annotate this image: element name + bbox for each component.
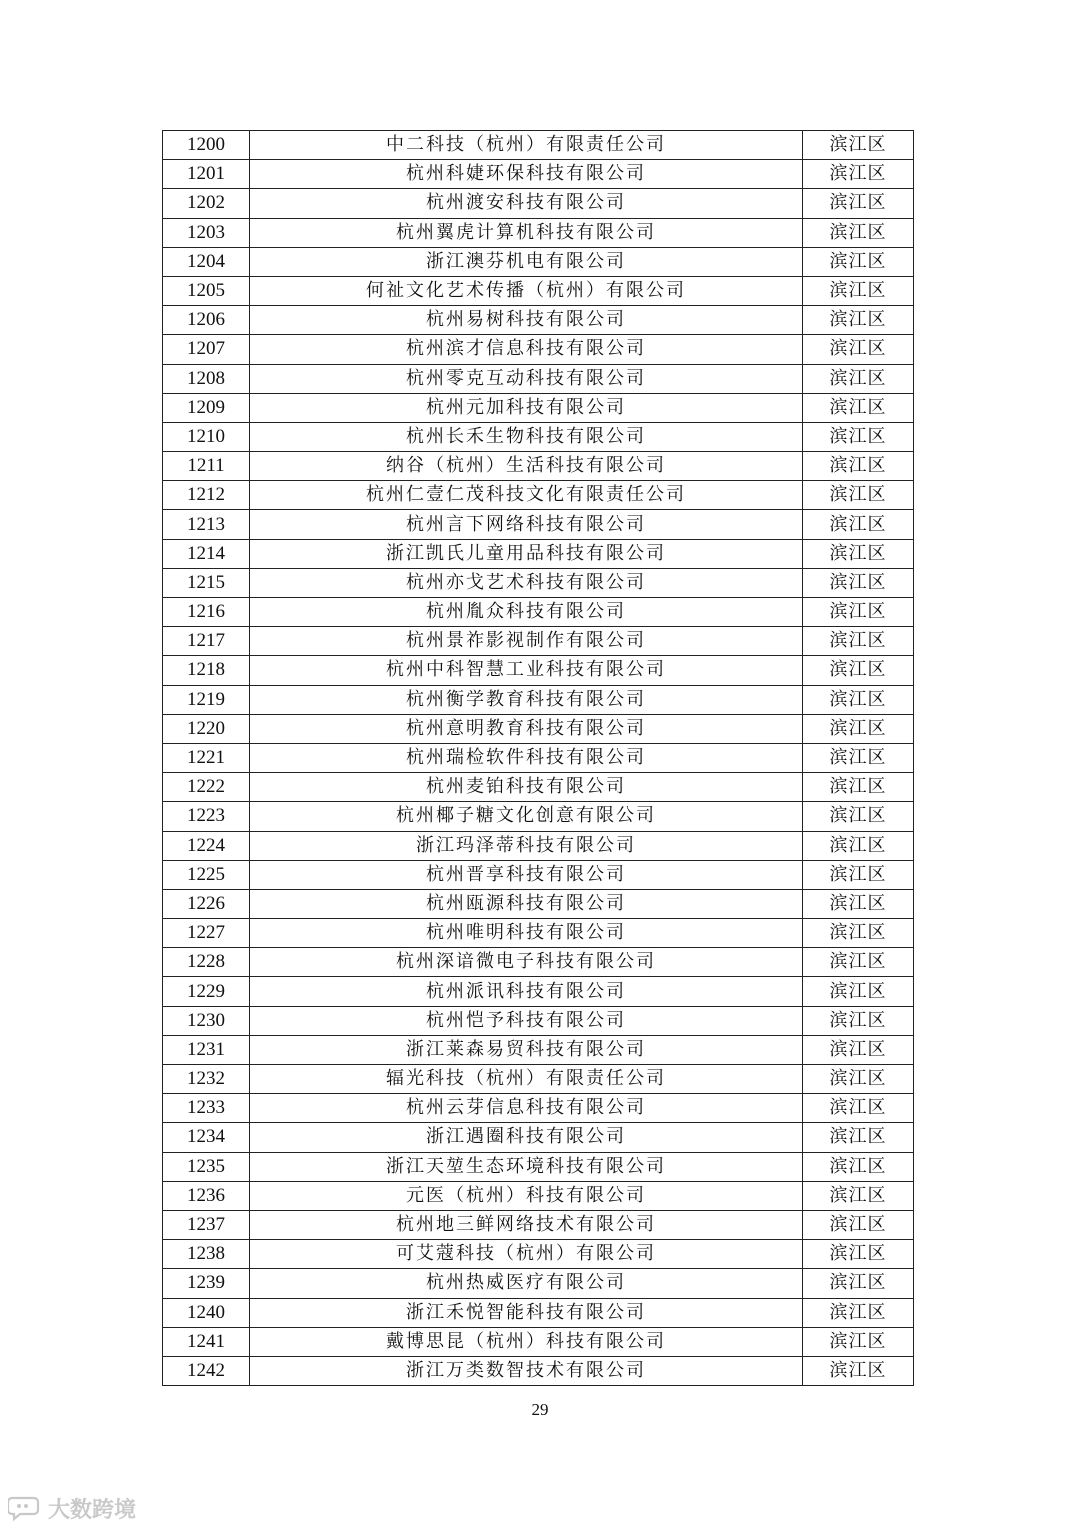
row-number: 1201 — [163, 160, 250, 189]
row-number: 1220 — [163, 714, 250, 743]
district: 滨江区 — [803, 218, 914, 247]
row-number: 1235 — [163, 1152, 250, 1181]
company-name: 浙江遇圈科技有限公司 — [250, 1123, 803, 1152]
table-row — [163, 510, 914, 539]
row-number: 1216 — [163, 598, 250, 627]
row-number: 1232 — [163, 1065, 250, 1094]
table-row — [163, 860, 914, 889]
row-number: 1236 — [163, 1181, 250, 1210]
company-name: 杭州科婕环保科技有限公司 — [250, 160, 803, 189]
company-name: 可艾蔻科技（杭州）有限公司 — [250, 1240, 803, 1269]
table-row — [163, 714, 914, 743]
company-name: 杭州麦铂科技有限公司 — [250, 773, 803, 802]
company-name: 杭州唯明科技有限公司 — [250, 919, 803, 948]
company-name: 浙江澳芬机电有限公司 — [250, 247, 803, 276]
table-row — [163, 306, 914, 335]
district: 滨江区 — [803, 627, 914, 656]
company-name: 杭州零克互动科技有限公司 — [250, 364, 803, 393]
row-number: 1223 — [163, 802, 250, 831]
district: 滨江区 — [803, 1065, 914, 1094]
row-number: 1214 — [163, 539, 250, 568]
company-name: 杭州言下网络科技有限公司 — [250, 510, 803, 539]
district: 滨江区 — [803, 773, 914, 802]
company-name: 杭州派讯科技有限公司 — [250, 977, 803, 1006]
row-number: 1208 — [163, 364, 250, 393]
company-name: 杭州长禾生物科技有限公司 — [250, 422, 803, 451]
company-name: 杭州瓯源科技有限公司 — [250, 889, 803, 918]
table-row — [163, 802, 914, 831]
company-name: 戴博思昆（杭州）科技有限公司 — [250, 1327, 803, 1356]
table-row — [163, 919, 914, 948]
district: 滨江区 — [803, 481, 914, 510]
company-name: 杭州元加科技有限公司 — [250, 393, 803, 422]
district: 滨江区 — [803, 948, 914, 977]
row-number: 1200 — [163, 131, 250, 160]
district: 滨江区 — [803, 714, 914, 743]
table-row — [163, 685, 914, 714]
table-row — [163, 627, 914, 656]
row-number: 1212 — [163, 481, 250, 510]
district: 滨江区 — [803, 1006, 914, 1035]
row-number: 1227 — [163, 919, 250, 948]
row-number: 1215 — [163, 568, 250, 597]
table-row — [163, 335, 914, 364]
district: 滨江区 — [803, 1269, 914, 1298]
company-name: 何祉文化艺术传播（杭州）有限公司 — [250, 276, 803, 305]
row-number: 1229 — [163, 977, 250, 1006]
district: 滨江区 — [803, 1356, 914, 1385]
row-number: 1217 — [163, 627, 250, 656]
table-row — [163, 1240, 914, 1269]
row-number: 1204 — [163, 247, 250, 276]
district: 滨江区 — [803, 539, 914, 568]
table-row — [163, 481, 914, 510]
company-name: 杭州亦戈艺术科技有限公司 — [250, 568, 803, 597]
table-row — [163, 889, 914, 918]
table-row — [163, 1006, 914, 1035]
row-number: 1206 — [163, 306, 250, 335]
district: 滨江区 — [803, 1094, 914, 1123]
company-name: 杭州晋享科技有限公司 — [250, 860, 803, 889]
row-number: 1210 — [163, 422, 250, 451]
table-row — [163, 598, 914, 627]
district: 滨江区 — [803, 452, 914, 481]
company-name: 浙江万类数智技术有限公司 — [250, 1356, 803, 1385]
row-number: 1233 — [163, 1094, 250, 1123]
company-name: 浙江玛泽蒂科技有限公司 — [250, 831, 803, 860]
row-number: 1241 — [163, 1327, 250, 1356]
table-row — [163, 422, 914, 451]
district: 滨江区 — [803, 1035, 914, 1064]
table-row — [163, 1123, 914, 1152]
district: 滨江区 — [803, 189, 914, 218]
district: 滨江区 — [803, 1298, 914, 1327]
table-row — [163, 1210, 914, 1239]
company-name: 浙江禾悦智能科技有限公司 — [250, 1298, 803, 1327]
district: 滨江区 — [803, 743, 914, 772]
district: 滨江区 — [803, 422, 914, 451]
row-number: 1218 — [163, 656, 250, 685]
district: 滨江区 — [803, 919, 914, 948]
row-number: 1234 — [163, 1123, 250, 1152]
company-name: 杭州深谙微电子科技有限公司 — [250, 948, 803, 977]
company-name: 杭州仁壹仁茂科技文化有限责任公司 — [250, 481, 803, 510]
company-name: 元医（杭州）科技有限公司 — [250, 1181, 803, 1210]
table-row — [163, 452, 914, 481]
table-row — [163, 773, 914, 802]
table-row — [163, 743, 914, 772]
district: 滨江区 — [803, 860, 914, 889]
watermark-text: 大数跨境 — [48, 1497, 137, 1523]
district: 滨江区 — [803, 831, 914, 860]
table-row — [163, 1181, 914, 1210]
company-name: 浙江凯氏儿童用品科技有限公司 — [250, 539, 803, 568]
district: 滨江区 — [803, 1152, 914, 1181]
table-row — [163, 131, 914, 160]
row-number: 1242 — [163, 1356, 250, 1385]
row-number: 1211 — [163, 452, 250, 481]
district: 滨江区 — [803, 598, 914, 627]
company-table — [162, 130, 914, 1386]
table-row — [163, 831, 914, 860]
table-row — [163, 189, 914, 218]
company-name: 杭州热威医疗有限公司 — [250, 1269, 803, 1298]
district: 滨江区 — [803, 889, 914, 918]
table-row — [163, 1065, 914, 1094]
row-number: 1203 — [163, 218, 250, 247]
company-name: 杭州地三鲜网络技术有限公司 — [250, 1210, 803, 1239]
chat-bubble-icon — [8, 1494, 42, 1522]
table-row — [163, 276, 914, 305]
company-name: 浙江莱森易贸科技有限公司 — [250, 1035, 803, 1064]
company-name: 杭州衡学教育科技有限公司 — [250, 685, 803, 714]
district: 滨江区 — [803, 1240, 914, 1269]
table-row — [163, 1152, 914, 1181]
table-row — [163, 1356, 914, 1385]
district: 滨江区 — [803, 131, 914, 160]
row-number: 1219 — [163, 685, 250, 714]
company-name: 辐光科技（杭州）有限责任公司 — [250, 1065, 803, 1094]
row-number: 1222 — [163, 773, 250, 802]
table-row — [163, 1269, 914, 1298]
row-number: 1237 — [163, 1210, 250, 1239]
company-name: 浙江天堃生态环境科技有限公司 — [250, 1152, 803, 1181]
table-row — [163, 568, 914, 597]
table-row — [163, 656, 914, 685]
district: 滨江区 — [803, 393, 914, 422]
table-row — [163, 1298, 914, 1327]
row-number: 1205 — [163, 276, 250, 305]
page-number: 29 — [531, 1400, 549, 1419]
district: 滨江区 — [803, 802, 914, 831]
table-row — [163, 247, 914, 276]
table-row — [163, 1094, 914, 1123]
watermark — [8, 1488, 136, 1528]
company-name: 杭州滨才信息科技有限公司 — [250, 335, 803, 364]
district: 滨江区 — [803, 510, 914, 539]
district: 滨江区 — [803, 977, 914, 1006]
table-row — [163, 364, 914, 393]
row-number: 1202 — [163, 189, 250, 218]
row-number: 1228 — [163, 948, 250, 977]
row-number: 1213 — [163, 510, 250, 539]
table-row — [163, 948, 914, 977]
company-name: 杭州渡安科技有限公司 — [250, 189, 803, 218]
district: 滨江区 — [803, 1210, 914, 1239]
company-table-body — [163, 131, 914, 1386]
row-number: 1221 — [163, 743, 250, 772]
district: 滨江区 — [803, 685, 914, 714]
row-number: 1224 — [163, 831, 250, 860]
district: 滨江区 — [803, 656, 914, 685]
company-name: 中二科技（杭州）有限责任公司 — [250, 131, 803, 160]
district: 滨江区 — [803, 276, 914, 305]
company-name: 杭州椰子糖文化创意有限公司 — [250, 802, 803, 831]
company-name: 杭州翼虎计算机科技有限公司 — [250, 218, 803, 247]
row-number: 1239 — [163, 1269, 250, 1298]
district: 滨江区 — [803, 160, 914, 189]
row-number: 1238 — [163, 1240, 250, 1269]
company-name: 杭州易树科技有限公司 — [250, 306, 803, 335]
company-name: 杭州瑞检软件科技有限公司 — [250, 743, 803, 772]
district: 滨江区 — [803, 335, 914, 364]
row-number: 1230 — [163, 1006, 250, 1035]
row-number: 1207 — [163, 335, 250, 364]
table-row — [163, 218, 914, 247]
district: 滨江区 — [803, 364, 914, 393]
district: 滨江区 — [803, 247, 914, 276]
row-number: 1226 — [163, 889, 250, 918]
company-name: 杭州意明教育科技有限公司 — [250, 714, 803, 743]
district: 滨江区 — [803, 1123, 914, 1152]
district: 滨江区 — [803, 1327, 914, 1356]
company-name: 杭州恺予科技有限公司 — [250, 1006, 803, 1035]
row-number: 1240 — [163, 1298, 250, 1327]
district: 滨江区 — [803, 1181, 914, 1210]
table-row — [163, 160, 914, 189]
company-name: 杭州景祚影视制作有限公司 — [250, 627, 803, 656]
company-name: 杭州中科智慧工业科技有限公司 — [250, 656, 803, 685]
company-name: 杭州云芽信息科技有限公司 — [250, 1094, 803, 1123]
table-row — [163, 393, 914, 422]
company-name: 纳谷（杭州）生活科技有限公司 — [250, 452, 803, 481]
table-row — [163, 539, 914, 568]
row-number: 1209 — [163, 393, 250, 422]
row-number: 1225 — [163, 860, 250, 889]
table-row — [163, 1327, 914, 1356]
district: 滨江区 — [803, 568, 914, 597]
company-name: 杭州胤众科技有限公司 — [250, 598, 803, 627]
district: 滨江区 — [803, 306, 914, 335]
row-number: 1231 — [163, 1035, 250, 1064]
table-row — [163, 977, 914, 1006]
table-row — [163, 1035, 914, 1064]
